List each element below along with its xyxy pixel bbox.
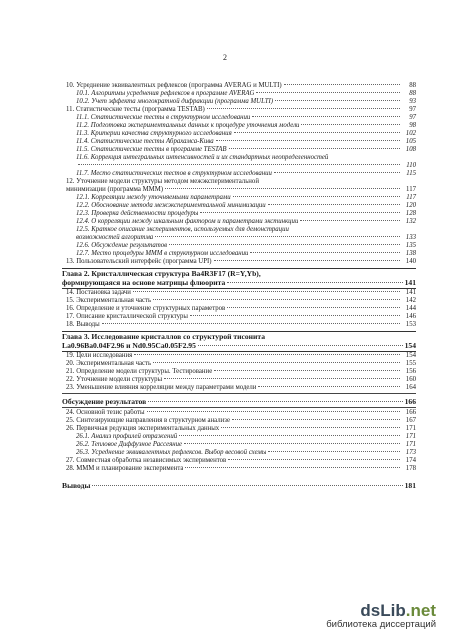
leader-dots: [234, 132, 400, 133]
toc-entry: [62, 368, 416, 376]
toc-entry-page: 97: [409, 114, 416, 121]
toc-entry: [62, 409, 416, 417]
toc-group: [62, 352, 416, 392]
conclusions-title: Выводы: [62, 481, 91, 490]
toc-entry-title: 22. Уточнение модели структуры: [66, 376, 163, 383]
leader-dots: [268, 204, 400, 205]
leader-dots: [228, 459, 400, 460]
toc-entry-title: 25. Синтезирующие направления в структурном анализе: [66, 417, 230, 424]
toc-entry-title: 15. Экспериментальная часть: [66, 297, 152, 304]
toc-entry-page: 144: [405, 305, 416, 312]
leader-dots: [250, 252, 400, 253]
toc-entry: [62, 313, 416, 321]
leader-dots: [198, 345, 403, 346]
leader-dots: [102, 323, 400, 324]
toc-entry-title: 12.7. Место процедуры MMM в структурном исследовании: [76, 250, 249, 257]
toc-entry-title: 10.2. Учет эффекта многократной дифракции (программа MULTI): [76, 98, 274, 105]
divider: [62, 393, 416, 394]
leader-dots: [214, 260, 400, 261]
chapter-page: 141: [404, 278, 416, 287]
toc-entry-title: 12.5. Краткое описание экспериментов, используемых для демонстрации: [76, 226, 289, 233]
toc-entry-page: 160: [405, 376, 416, 383]
toc-entry: [62, 226, 416, 234]
toc-entry-page: 110: [406, 162, 416, 169]
toc-entry: [62, 384, 416, 392]
leader-dots: [300, 220, 400, 221]
divider: [62, 407, 416, 408]
watermark-subtitle: библиотека диссертаций: [326, 619, 436, 630]
toc-entry: [62, 352, 416, 360]
toc-entry-page: 178: [405, 465, 416, 472]
toc-entry-title: 13. Пользовательский интерфейс (программа UPI): [66, 258, 212, 265]
toc-entry-title: 19. Цели исследования: [66, 352, 133, 359]
toc-entry: [62, 250, 416, 258]
toc-entry-page: 164: [405, 384, 416, 391]
chapter-title-line2: формирующаяся на основе матрицы флюорита: [62, 278, 226, 287]
toc-entry-title: 28. МММ и планирование эксперимента: [66, 465, 184, 472]
conclusions-heading: [62, 481, 416, 490]
toc-entry: [62, 98, 416, 106]
toc-entry-page: 108: [405, 146, 416, 153]
leader-dots: [200, 212, 400, 213]
discussion-heading: [62, 397, 416, 406]
toc-entry: [62, 114, 416, 122]
toc-entry: [62, 82, 416, 90]
toc-entry: [62, 130, 416, 138]
chapter-title-line1: Глава 2. Кристаллическая структура Ba4R3F17 (R=Y,Yb),: [62, 269, 261, 278]
toc-entry-title: 18. Выводы: [66, 321, 100, 328]
toc-entry: [62, 234, 416, 242]
leader-dots: [252, 116, 400, 117]
toc-entry-title: 20. Экспериментальная часть: [66, 360, 152, 367]
toc-entry-title: 12.3. Проверка действенности процедуры: [76, 210, 199, 217]
toc-entry-title: 26.2. Тепловое Диффузное Рассеяние: [76, 441, 183, 448]
discussion-title: Обсуждение результатов: [62, 397, 147, 406]
dslib-watermark: [326, 601, 436, 630]
leader-dots: [268, 451, 400, 452]
leader-dots: [227, 282, 402, 283]
toc-entry: [62, 242, 416, 250]
chapter-page: 154: [404, 341, 416, 350]
toc-entry: [62, 321, 416, 329]
leader-dots: [185, 467, 400, 468]
leader-dots: [216, 140, 400, 141]
toc-entry: [62, 376, 416, 384]
toc-entry-page: 138: [405, 250, 416, 257]
toc-entry-page: 154: [405, 352, 416, 359]
toc-entry: [62, 194, 416, 202]
toc-entry-page: 88: [409, 82, 416, 89]
chapter-title-line2: La0.96Ba0.04F2.96 и Nd0.95Ca0.05F2.95: [62, 341, 196, 350]
leader-dots: [274, 172, 400, 173]
toc-entry: [62, 162, 416, 170]
toc-entry-title: 11.2. Подготовка экспериментальных данных к процедуре уточнения модели: [76, 122, 300, 129]
toc-entry-page: 135: [405, 242, 416, 249]
toc-entry-page: 97: [409, 106, 416, 113]
toc-group: [62, 242, 416, 266]
toc-entry-page: 171: [405, 433, 416, 440]
toc-entry: [62, 90, 416, 98]
leader-dots: [92, 485, 402, 486]
toc-entry-page: 171: [405, 425, 416, 432]
toc-entry-page: 105: [405, 138, 416, 145]
toc-entry: [62, 417, 416, 425]
table-of-contents: [62, 82, 416, 490]
leader-dots: [207, 108, 400, 109]
toc-entry-page: 140: [405, 258, 416, 265]
watermark-brand: dsLib: [360, 601, 406, 620]
toc-entry-page: 155: [405, 360, 416, 367]
toc-entry: [62, 441, 416, 449]
leader-dots: [148, 401, 402, 402]
toc-entry-title: 12.6. Обсуждение результатов: [76, 242, 168, 249]
toc-entry-page: 102: [405, 130, 416, 137]
toc-entry: [62, 170, 416, 178]
conclusions-page: 181: [404, 481, 416, 490]
leader-dots: [214, 370, 400, 371]
toc-entry-title: 11.5. Статистические тесты в программе TESTAB: [76, 146, 227, 153]
chapter-title-line1: Глава 3. Исследование кристаллов со структурой тисонита: [62, 332, 266, 341]
toc-entry-page: 98: [409, 122, 416, 129]
toc-entry-title: 11.7. Место статистических тестов в структурном исследовании: [76, 170, 272, 177]
toc-entry: [62, 106, 416, 114]
leader-dots: [153, 362, 400, 363]
leader-dots: [147, 411, 400, 412]
toc-entry-title: 26. Первичная редукция экспериментальных данных: [66, 425, 220, 432]
toc-entry-title-continued: возможностей алгоритма: [76, 234, 154, 241]
toc-entry-page: 174: [405, 457, 416, 464]
discussion-page: 166: [404, 397, 416, 406]
toc-entry-page: 93: [409, 98, 416, 105]
leader-dots: [164, 378, 400, 379]
toc-entry: [62, 289, 416, 297]
toc-entry-page: 166: [405, 409, 416, 416]
leader-dots: [184, 443, 400, 444]
leader-dots: [165, 188, 400, 189]
leader-dots: [229, 148, 400, 149]
toc-group: [62, 289, 416, 329]
leader-dots: [221, 427, 400, 428]
toc-entry-title: 17. Описание кристаллической структуры: [66, 313, 188, 320]
toc-entry: [62, 210, 416, 218]
toc-entry-page: 146: [405, 313, 416, 320]
toc-entry: [62, 218, 416, 226]
toc-entry: [62, 122, 416, 130]
toc-group: [62, 194, 416, 226]
toc-entry-page: 171: [405, 441, 416, 448]
toc-entry-page: 128: [405, 210, 416, 217]
toc-entry-page: 115: [406, 170, 416, 177]
leader-dots: [275, 100, 400, 101]
toc-entry-page: 88: [409, 90, 416, 97]
watermark-brand-suffix: .net: [405, 601, 436, 620]
leader-dots: [233, 196, 400, 197]
toc-entry: [62, 138, 416, 146]
toc-entry: [62, 457, 416, 465]
leader-dots: [256, 92, 400, 93]
toc-entry-page: 141: [405, 289, 416, 296]
toc-entry-page: 132: [405, 218, 416, 225]
toc-entry-page: 120: [405, 202, 416, 209]
leader-dots: [284, 84, 400, 85]
toc-entry-title: 26.1. Анализ профилей отражений: [76, 433, 178, 440]
toc-entry: [62, 360, 416, 368]
toc-entry: [62, 186, 416, 194]
toc-entry: [62, 433, 416, 441]
toc-entry-title: 11. Статистические тесты (программа TESTAB): [66, 106, 205, 113]
leader-dots: [153, 299, 400, 300]
toc-entry-title: 10. Усреднение эквивалентных рефлексов (программа AVERAG и MULTI): [66, 82, 282, 89]
toc-entry: [62, 146, 416, 154]
toc-entry-title: 24. Основной тезис работы: [66, 409, 145, 416]
toc-entry-title: 12.4. О корреляции между шкальным фактором и параметрами экстинкции: [76, 218, 299, 225]
toc-entry-page: 156: [405, 368, 416, 375]
toc-entry-title: 11.4. Статистические тесты Абрахамса-Кива: [76, 138, 214, 145]
leader-dots: [155, 236, 400, 237]
chapter-3-heading: [62, 331, 416, 352]
toc-entry-title: 10.1. Алгоритмы усреднения рефлексов в программе AVERAG: [76, 90, 255, 97]
leader-dots: [134, 354, 400, 355]
leader-dots: [169, 244, 400, 245]
toc-group: [62, 409, 416, 473]
toc-entry: [62, 178, 416, 186]
leader-dots: [190, 315, 400, 316]
toc-entry: [62, 305, 416, 313]
leader-dots: [258, 386, 400, 387]
page-number: 2: [223, 53, 227, 62]
toc-entry-title: 26.3. Усреднение эквивалентных рефлексов. Выбор весовой схемы: [76, 449, 267, 456]
leader-dots: [301, 124, 400, 125]
toc-entry-title: 21. Определение модели структуры. Тестирование: [66, 368, 213, 375]
leader-dots: [232, 419, 400, 420]
toc-entry-title: 12.1. Корреляции между уточняемыми параметрами: [76, 194, 231, 201]
leader-dots: [133, 291, 400, 292]
toc-entry: [62, 154, 416, 162]
toc-entry-page: 173: [405, 449, 416, 456]
toc-entry-title: 14. Постановка задачи: [66, 289, 131, 296]
toc-entry-page: 133: [405, 234, 416, 241]
toc-entry-page: 117: [406, 186, 416, 193]
toc-entry: [62, 449, 416, 457]
toc-entry-title: 11.1. Статистические тесты в структурном исследовании: [76, 114, 251, 121]
toc-entry-title: 27. Совместная обработка независимых экспериментов: [66, 457, 227, 464]
toc-entry-title: 11.3. Критерии качества структурного исследования: [76, 130, 232, 137]
toc-entry-page: 117: [406, 194, 416, 201]
toc-entry-title: 16. Определение и уточнение структурных параметров: [66, 305, 226, 312]
toc-entry-title: 12.2. Обоснование метода межэкспериментальной минимизации: [76, 202, 266, 209]
toc-entry: [62, 425, 416, 433]
toc-entry-title-continued: минимизации (программа MMM): [66, 186, 164, 193]
toc-group: [62, 82, 416, 154]
toc-entry-page: 153: [405, 321, 416, 328]
toc-entry: [62, 202, 416, 210]
toc-entry: [62, 258, 416, 266]
toc-entry-page: 167: [405, 417, 416, 424]
leader-dots: [78, 164, 400, 165]
toc-entry: [62, 297, 416, 305]
toc-entry: [62, 465, 416, 473]
leader-dots: [179, 435, 400, 436]
toc-group: [62, 170, 416, 178]
toc-entry-title: 11.6. Коррекция интегральных интенсивностей и их стандартных неопределенностей: [76, 154, 329, 161]
toc-entry-title: 23. Уменьшение влияния корреляции между параметрами модели: [66, 384, 257, 391]
leader-dots: [227, 307, 400, 308]
toc-entry-page: 142: [405, 297, 416, 304]
chapter-2-heading: [62, 268, 416, 289]
toc-entry-title: 12. Уточнение модели структуры методом межэкспериментальной: [66, 178, 259, 185]
